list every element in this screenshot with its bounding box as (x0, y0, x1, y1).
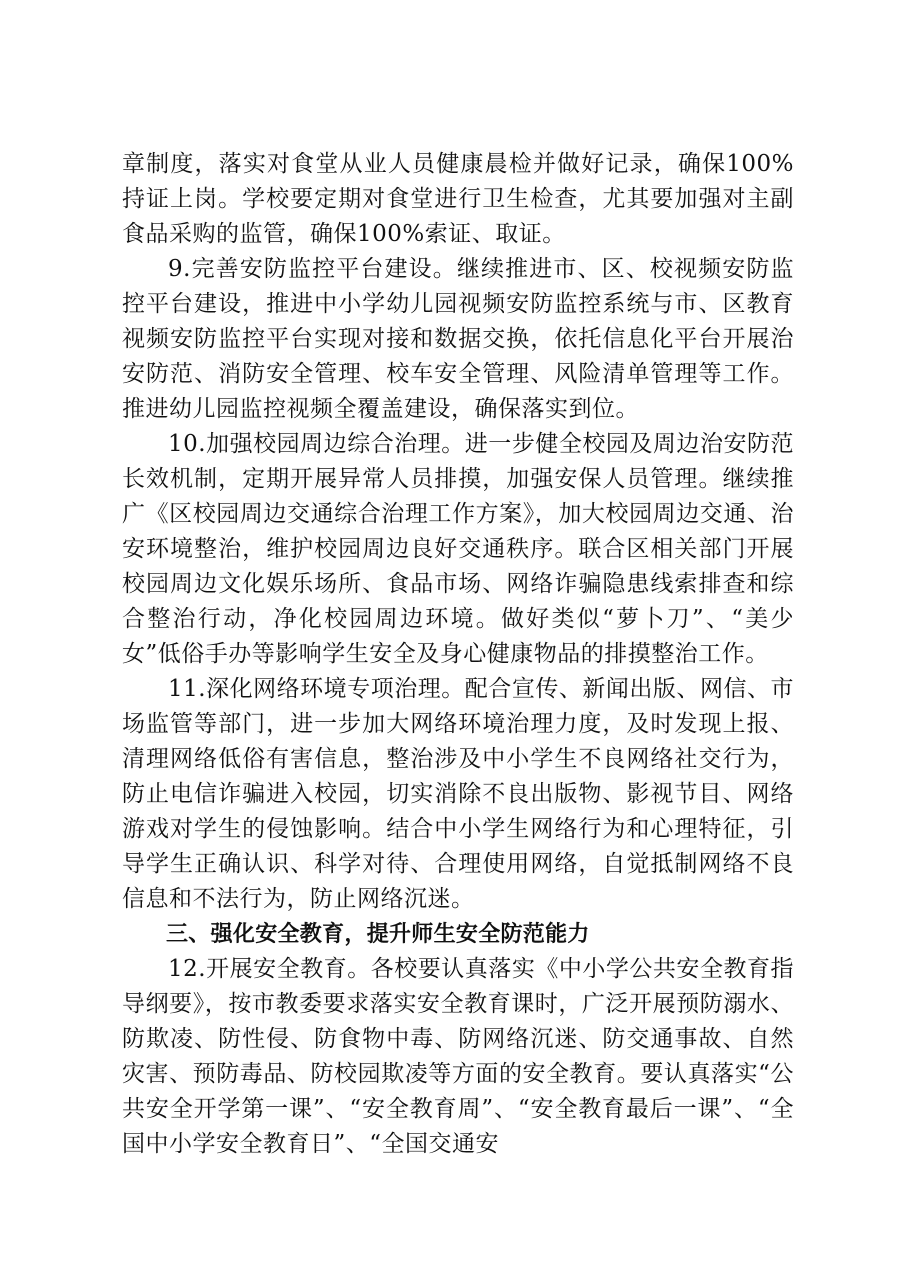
paragraph-item-10: 10.加强校园周边综合治理。进一步健全校园及周边治安防范长效机制，定期开展异常人员排摸，加强安保人员管理。继续推广《区校园周边交通综合治理工作方案》，加大校园周边交通、治安环境整治，维护校园周边良好交通秩序。联合区相关部门开展校园周边文化娱乐场所、食品市场、网络诈骗隐患线索排查和综合整治行动，净化校园周边环境。做好类似“萝卜刀”、“美少女”低俗手办等影响学生安全及身心健康物品的排摸整治工作。 (122, 431, 794, 667)
paragraph-item-9: 9.完善安防监控平台建设。继续推进市、区、校视频安防监控平台建设，推进中小学幼儿园视频安防监控系统与市、区教育视频安防监控平台实现对接和数据交换，依托信息化平台开展治安防范、消防安全管理、校车安全管理、风险清单管理等工作。推进幼儿园监控视频全覆盖建设，确保落实到位。 (122, 256, 794, 422)
document-body (122, 147, 794, 1162)
section-heading: 三、强化安全教育，提升师生安全防范能力 (166, 922, 590, 947)
paragraph-item-12: 12.开展安全教育。各校要认真落实《中小学公共安全教育指导纲要》，按市教委要求落实安全教育课时，广泛开展预防溺水、防欺凌、防性侵、防食物中毒、防网络沉迷、防交通事故、自然灾害、预防毒品、防校园欺凌等方面的安全教育。要认真落实“公共安全开学第一课”、“安全教育周”、“安全教育最后一课”、“全国中小学安全教育日”、“全国交通安 (122, 956, 794, 1157)
paragraph-item-11: 11.深化网络环境专项治理。配合宣传、新闻出版、网信、市场监管等部门，进一步加大网络环境治理力度，及时发现上报、清理网络低俗有害信息，整治涉及中小学生不良网络社交行为，防止电信诈骗进入校园，切实消除不良出版物、影视节目、网络游戏对学生的侵蚀影响。结合中小学生网络行为和心理特征，引导学生正确认识、科学对待、合理使用网络，自觉抵制网络不良信息和不法行为，防止网络沉迷。 (122, 676, 794, 912)
paragraph-continued: 章制度，落实对食堂从业人员健康晨检并做好记录，确保100%持证上岗。学校要定期对食堂进行卫生检查，尤其要加强对主副食品采购的监管，确保100%索证、取证。 (122, 151, 794, 247)
